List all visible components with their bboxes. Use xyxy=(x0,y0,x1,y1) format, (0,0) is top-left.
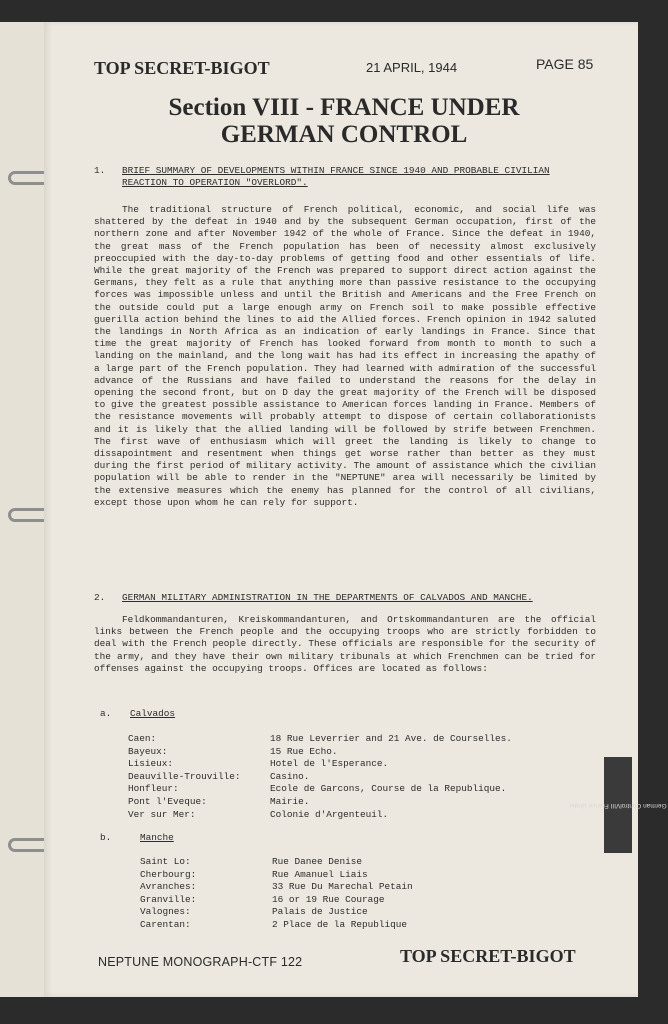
city-cell: Granville: xyxy=(140,893,197,905)
table-row xyxy=(128,783,512,796)
table-row xyxy=(140,881,413,894)
header-page-number: PAGE 85 xyxy=(536,56,594,72)
city-cell: Cherbourg: xyxy=(140,868,197,880)
location-cell: Palais de Justice xyxy=(272,906,368,918)
table-row xyxy=(128,758,512,771)
city-cell: Bayeux: xyxy=(128,745,168,757)
table-row xyxy=(140,919,413,932)
table-row xyxy=(140,856,413,869)
location-cell: 2 Place de la Republique xyxy=(272,918,408,930)
table-row xyxy=(140,869,413,882)
header-classification: TOP SECRET-BIGOT xyxy=(94,58,270,78)
location-cell: 18 Rue Leverrier and 21 Ave. de Courselles. xyxy=(270,733,512,744)
city-cell: Valognes: xyxy=(140,906,191,918)
table-row xyxy=(140,894,413,907)
table-row xyxy=(128,771,512,784)
table-row xyxy=(140,906,413,919)
city-cell: Deauville-Trouville: xyxy=(128,770,241,782)
footer-monograph: NEPTUNE MONOGRAPH-CTF 122 xyxy=(98,955,303,969)
section1-paragraph: The traditional structure of French political, economic, and social life was shattered by the defeat in 1940 and by the subsequent German occupation, first of the northern zone and after November 1942 of the whole of France. Since the defeat in 1940, the great mass of the French population has been of necessity almost exclusively preoccupied with the day-to-day problems of getting food and other essentials of life. While the great majority of the French was prepared to support direct action against the Germans, they felt as a rule that anything more than passive resistance to the occupying forces was impossible unless and until the British and Americans and the Free French on the outside could put a large enough army on French soil to make possible effective guerilla action behind the lines to aid the Allied forces. French opinion in 1942 saluted the landings in North Africa as an indication of early landings in France. Since that time the great majority of French has looked forward from month to month to such a landing on the mainland, and the long wait has had its effect in increasing the apathy of a large part of the French population. They had learned with admiration of the successful advance of the Russians and have failed to understand the reasons for the delay in opening the second front, but on D day the great majority of the French will be disposed to give the greatest possible assistance to American forces landing in France. Members of the resistance movements will probably attempt to dispose of certain collaborationists and it is likely that the allied landing will be followed by strife between Frenchmen. The first wave of enthusiasm which will greet the landing is likely to change to dissapointment and resentment when things get worse rather than better as they must during the first period of military activity. The amount of assistance which the civilian population will be able to render in the "NEPTUNE" area will necessarily be limited by the extensive measures which the enemy has planned for the control of all civilians, except those upon whom he can rely for support. xyxy=(94,204,596,508)
location-cell: Casino. xyxy=(270,770,310,782)
section1-number: 1. xyxy=(94,165,106,176)
tab-line1: VIII France Under xyxy=(569,802,621,809)
location-cell: Rue Amanuel Liais xyxy=(272,868,368,880)
section2-body xyxy=(94,614,596,675)
location-cell: Hotel de l'Esperance. xyxy=(270,758,389,770)
table-row xyxy=(128,809,512,822)
table-row xyxy=(128,746,512,759)
city-cell: Carentan: xyxy=(140,918,191,930)
section2-title: GERMAN MILITARY ADMINISTRATION IN THE DEPARTMENTS OF CALVADOS AND MANCHE. xyxy=(122,592,533,603)
location-cell: Mairie. xyxy=(270,795,310,807)
city-cell: Caen: xyxy=(128,733,157,744)
location-cell: Ecole de Garcons, Course de la Republique. xyxy=(270,783,507,795)
city-cell: Avranches: xyxy=(140,881,197,893)
table-row xyxy=(128,733,512,746)
section1-title: BRIEF SUMMARY OF DEVELOPMENTS WITHIN FRANCE SINCE 1940 AND PROBABLE CIVILIAN REACTION TO OPERATION "OVERLORD". xyxy=(122,165,550,189)
table-row xyxy=(128,796,512,809)
section-title-line2: GERMAN CONTROL xyxy=(220,121,468,148)
calvados-label: a. xyxy=(100,708,112,719)
section1-body xyxy=(94,204,596,509)
section-title-line1: Section VIII - FRANCE UNDER xyxy=(168,94,520,121)
footer-classification: TOP SECRET-BIGOT xyxy=(400,946,576,966)
city-cell: Saint Lo: xyxy=(140,856,191,867)
manche-title: Manche xyxy=(140,832,174,843)
section-index-tab-label xyxy=(569,801,667,809)
manche-label: b. xyxy=(100,832,112,843)
location-cell: 15 Rue Echo. xyxy=(270,745,338,757)
city-cell: Honfleur: xyxy=(128,783,179,795)
location-cell: Rue Danee Denise xyxy=(272,856,363,867)
section-index-tab[interactable] xyxy=(569,757,667,853)
manche-offices-table xyxy=(140,856,413,932)
calvados-offices-table xyxy=(128,733,512,821)
section2-paragraph: Feldkommandanturen, Kreiskommandanturen, and Ortskommandanturen are the official links between the French people and the occupying troops who are strictly forbidden to deal with the French people directly. These officials are responsible for the security of the army, and they have their own military tribunals at which Frenchmen can be tried for offenses against the occupying troops. Offices are located as follows: xyxy=(94,614,596,674)
section-title xyxy=(104,94,584,148)
header-date: 21 APRIL, 1944 xyxy=(366,60,458,75)
location-cell: Colonie d'Argenteuil. xyxy=(270,808,389,820)
calvados-title: Calvados xyxy=(130,708,176,719)
location-cell: 33 Rue Du Marechal Petain xyxy=(272,881,413,893)
city-cell: Pont l'Eveque: xyxy=(128,795,207,807)
tab-line2: German Control xyxy=(620,802,667,809)
document-page xyxy=(44,22,667,997)
section2-number: 2. xyxy=(94,592,106,603)
location-cell: 16 or 19 Rue Courage xyxy=(272,893,385,905)
city-cell: Ver sur Mer: xyxy=(128,808,196,820)
city-cell: Lisieux: xyxy=(128,758,174,770)
